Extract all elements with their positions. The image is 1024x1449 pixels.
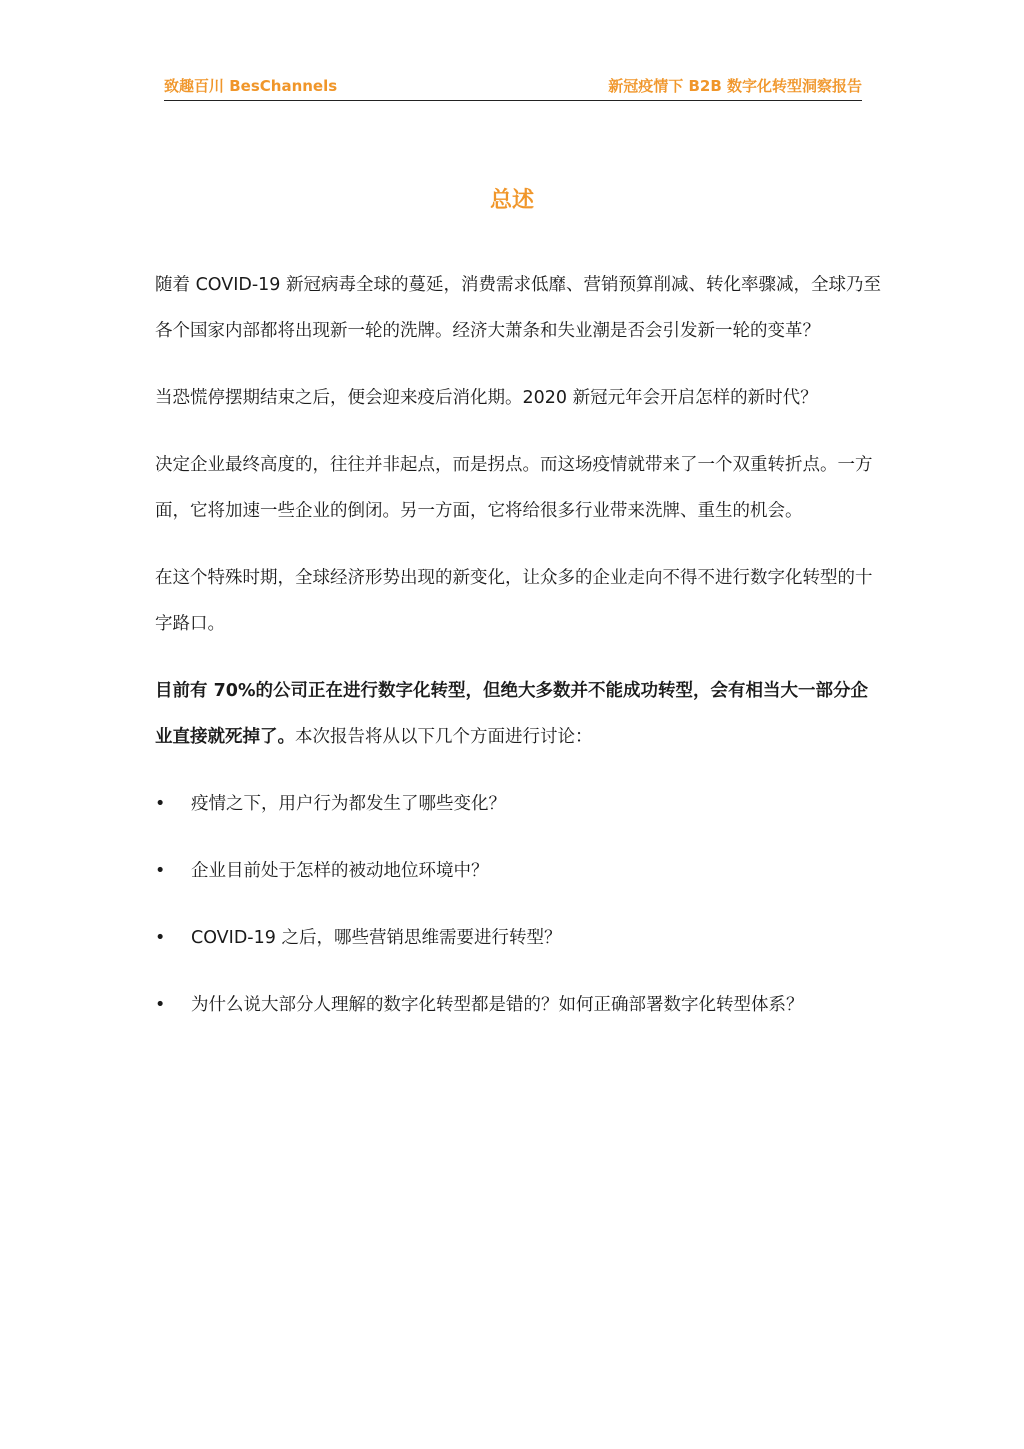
list-item (155, 915, 885, 961)
list-item-text: COVID-19 之后，哪些营销思维需要进行转型？ (191, 928, 562, 948)
paragraph-crossroads: 在这个特殊时期，全球经济形势出现的新变化，让众多的企业走向不得不进行数字化转型的十字路口。 (155, 568, 873, 634)
emphasis-bold-text: 目前有 70%的公司正在进行数字化转型，但绝大多数并不能成功转型，会有相当大一部分企业直接就死掉了。 (155, 681, 868, 747)
emphasis-normal-text: 本次报告将从以下几个方面进行讨论： (295, 727, 593, 747)
paragraph-emphasis (155, 668, 885, 760)
list-item-text: 为什么说大部分人理解的数字化转型都是错的？如何正确部署数字化转型体系？ (191, 995, 804, 1015)
list-item-text: 企业目前处于怎样的被动地位环境中？ (191, 861, 489, 881)
bullet-icon: • (155, 861, 166, 881)
section-body (155, 262, 885, 1049)
bullet-icon: • (155, 928, 166, 948)
list-item (155, 982, 885, 1028)
list-item-text: 疫情之下，用户行为都发生了哪些变化？ (191, 794, 506, 814)
bullet-icon: • (155, 794, 166, 814)
list-item (155, 848, 885, 894)
paragraph-turning-point: 决定企业最终高度的，往往并非起点，而是拐点。而这场疫情就带来了一个双重转折点。一方面，它将加速一些企业的倒闭。另一方面，它将给很多行业带来洗牌、重生的机会。 (155, 455, 873, 521)
header-brand: 致趣百川 BesChannels (164, 77, 338, 95)
discussion-list (155, 781, 885, 1028)
bullet-icon: • (155, 995, 166, 1015)
paragraph-post-pandemic: 当恐慌停摆期结束之后，便会迎来疫后消化期。2020 新冠元年会开启怎样的新时代？ (155, 388, 818, 408)
header-report-title: 新冠疫情下 B2B 数字化转型洞察报告 (608, 77, 862, 95)
paragraph-intro: 随着 COVID-19 新冠病毒全球的蔓延，消费需求低靡、营销预算削减、转化率骤减，全球乃至各个国家内部都将出现新一轮的洗牌。经济大萧条和失业潮是否会引发新一轮的变革？ (155, 275, 881, 341)
page-header (164, 76, 862, 101)
list-item (155, 781, 885, 827)
section-title: 总述 (489, 188, 534, 213)
